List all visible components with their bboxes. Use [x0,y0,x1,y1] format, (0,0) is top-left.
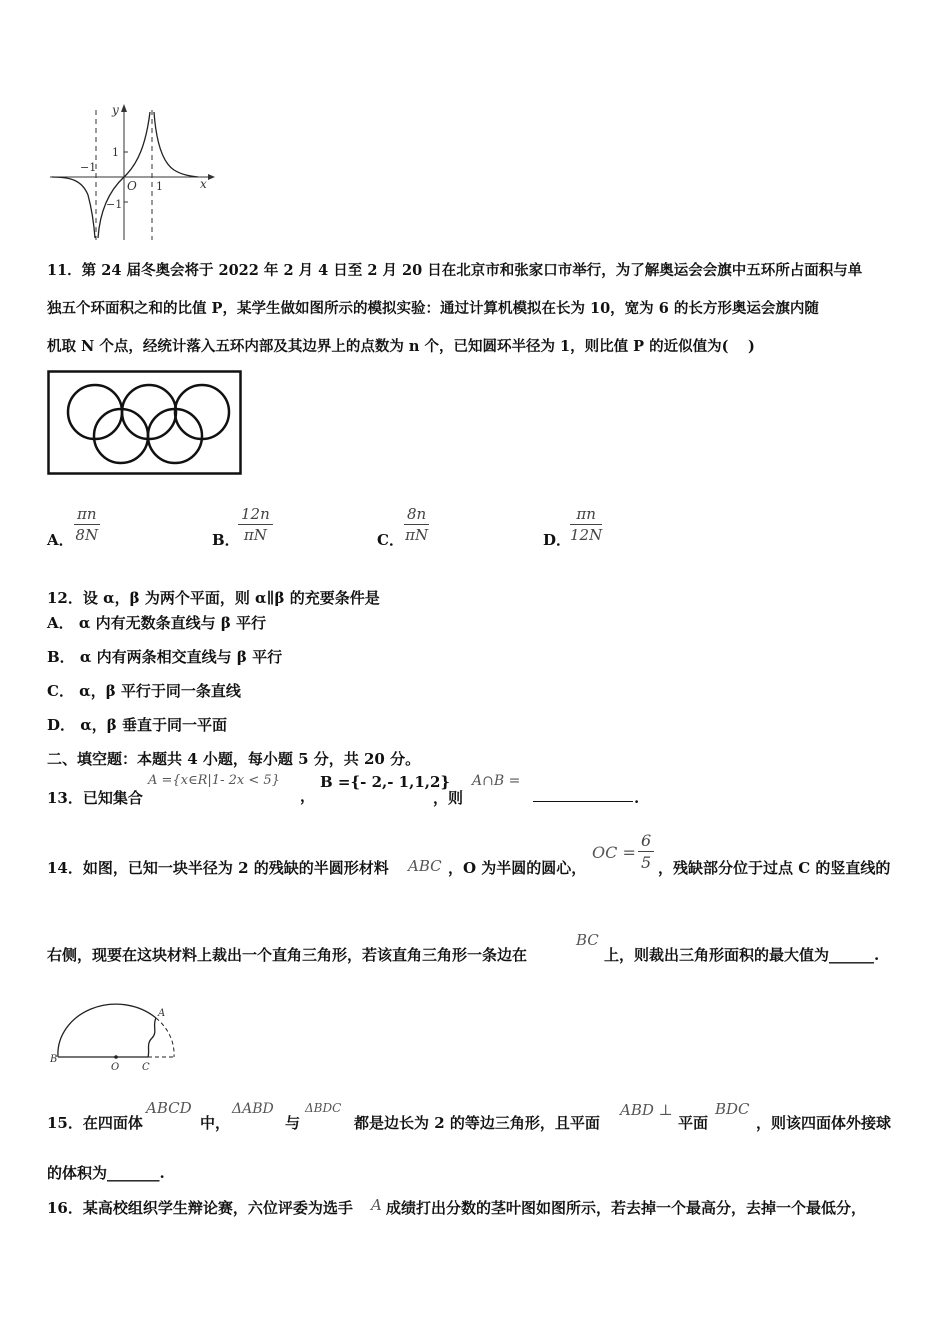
q15-part-b: 中， [200,1114,231,1132]
q14-line1-a: 14．如图，已知一块半径为 2 的残缺的半圆形材料 [47,859,389,877]
q12-stem: 12．设 α，β 为两个平面，则 α∥β 的充要条件是 [47,589,380,607]
q15-triangle-abd: ΔABD [232,1101,274,1117]
q11-option-c-fraction: $\frac{8n}{\pi N}$ [405,505,429,544]
q15-plane-abd: ABD ⊥ [620,1101,673,1119]
q16-symbol-a: A [371,1196,382,1214]
q15-line2: 的体积为_______. [47,1164,165,1182]
curve-left-branch [52,177,95,238]
y-axis-label: y [112,103,119,117]
q11-line2: 独五个环面积之和的比值 P，某学生做如图所示的模拟实验：通过计算机模拟在长为 10，宽为 6 的长方形奥运会旗内随 [47,300,819,317]
q13-expression: A∩B = [472,773,521,789]
q15-abcd: ABCD [146,1099,192,1117]
semicircle-arc [58,1004,156,1057]
missing-arc-dashed [156,1018,174,1057]
tick-label-x-neg1: −1 [80,161,97,174]
q13-set-a: A ={x∈R|1- 2x < 5} [148,773,280,788]
q13-period: . [634,789,640,807]
q16-part-b: 成绩打出分数的茎叶图如图所示，若去掉一个最高分，去掉一个最低分， [386,1199,867,1217]
q11-line3: 机取 N 个点，经统计落入五环内部及其边界上的点数为 n 个，已知圆环半径为 1，则比值 P 的近似值为( ) [47,338,755,355]
x-axis-label: x [200,177,207,191]
q11-option-b-label: B． [212,531,240,549]
q14-abc: ABC [408,857,442,875]
tick-label-y-1: 1 [112,146,119,159]
q12-option-b: B． α 内有两条相交直线与 β 平行 [47,648,283,666]
q14-line1-c: ，残缺部分位于过点 C 的竖直线的 [658,859,891,877]
q15-part-d: 都是边长为 2 的等边三角形，且平面 [354,1114,600,1132]
q15-part-c: 与 [285,1114,301,1132]
q14-bc: BC [576,931,599,949]
q11-option-a-fraction: $\frac{\pi n}{8N}$ [75,505,99,544]
fig-label-b: B [50,1054,58,1065]
q14-line1-b: ，O 为半圆的圆心， [448,859,587,877]
q13-comma: ， [300,787,316,805]
q15-part-f: ，则该四面体外接球 [756,1114,892,1132]
q15-part-a: 15．在四面体 [47,1114,143,1132]
section-2-heading: 二、填空题：本题共 4 小题，每小题 5 分，共 20 分。 [47,750,421,768]
q11-option-b-fraction: $\frac{12n}{\pi N}$ [238,505,273,544]
q13-then: ，则 [433,789,464,807]
q14-oc-label: OC = [592,843,636,862]
function-graph [40,100,225,245]
tick-label-x-1: 1 [156,180,163,193]
olympic-rings-figure [47,370,243,476]
q14-line2-b: 上，则裁出三角形面积的最大值为______. [604,946,880,964]
q12-option-d: D． α，β 垂直于同一平面 [47,716,227,734]
q14-line2-a: 右侧，现要在这块材料上裁出一个直角三角形，若该直角三角形一条边在 [47,946,528,964]
q14-semicircle-figure [48,1000,183,1080]
q12-option-a: A． α 内有无数条直线与 β 平行 [47,614,267,632]
q15-part-e: 平面 [678,1114,709,1132]
origin-label: O [127,179,137,193]
q11-option-d-label: D． [543,531,572,549]
fig-label-o: O [111,1062,120,1073]
fig-label-c: C [142,1062,150,1073]
tick-label-y-neg1: −1 [106,198,123,211]
q13-answer-blank [533,801,633,802]
q12-option-c: C． α，β 平行于同一条直线 [47,682,241,700]
q13-set-b: B ={- 2,- 1,1,2} [320,773,451,791]
q11-option-d-fraction: $\frac{\pi n}{12N}$ [570,505,603,544]
q13-prefix: 13．已知集合 [47,789,143,807]
broken-edge [148,1018,156,1057]
q11-option-c-label: C． [377,531,404,549]
q16-part-a: 16．某高校组织学生辩论赛，六位评委为选手 [47,1199,353,1217]
q11-option-a-label: A． [47,531,74,549]
q14-oc-fraction: $\frac{6}{5}$ [638,831,654,872]
q15-triangle-bdc: ΔBDC [305,1101,342,1115]
curve-right-branch [154,112,198,177]
fig-label-a: A [158,1008,166,1019]
q15-plane-bdc: BDC [715,1100,750,1118]
q11-line1: 11．第 24 届冬奥会将于 2022 年 2 月 4 日至 2 月 20 日在北京市和张家口市举行，为了解奥运会会旗中五环所占面积与单 [47,262,863,279]
center-point [114,1055,118,1059]
